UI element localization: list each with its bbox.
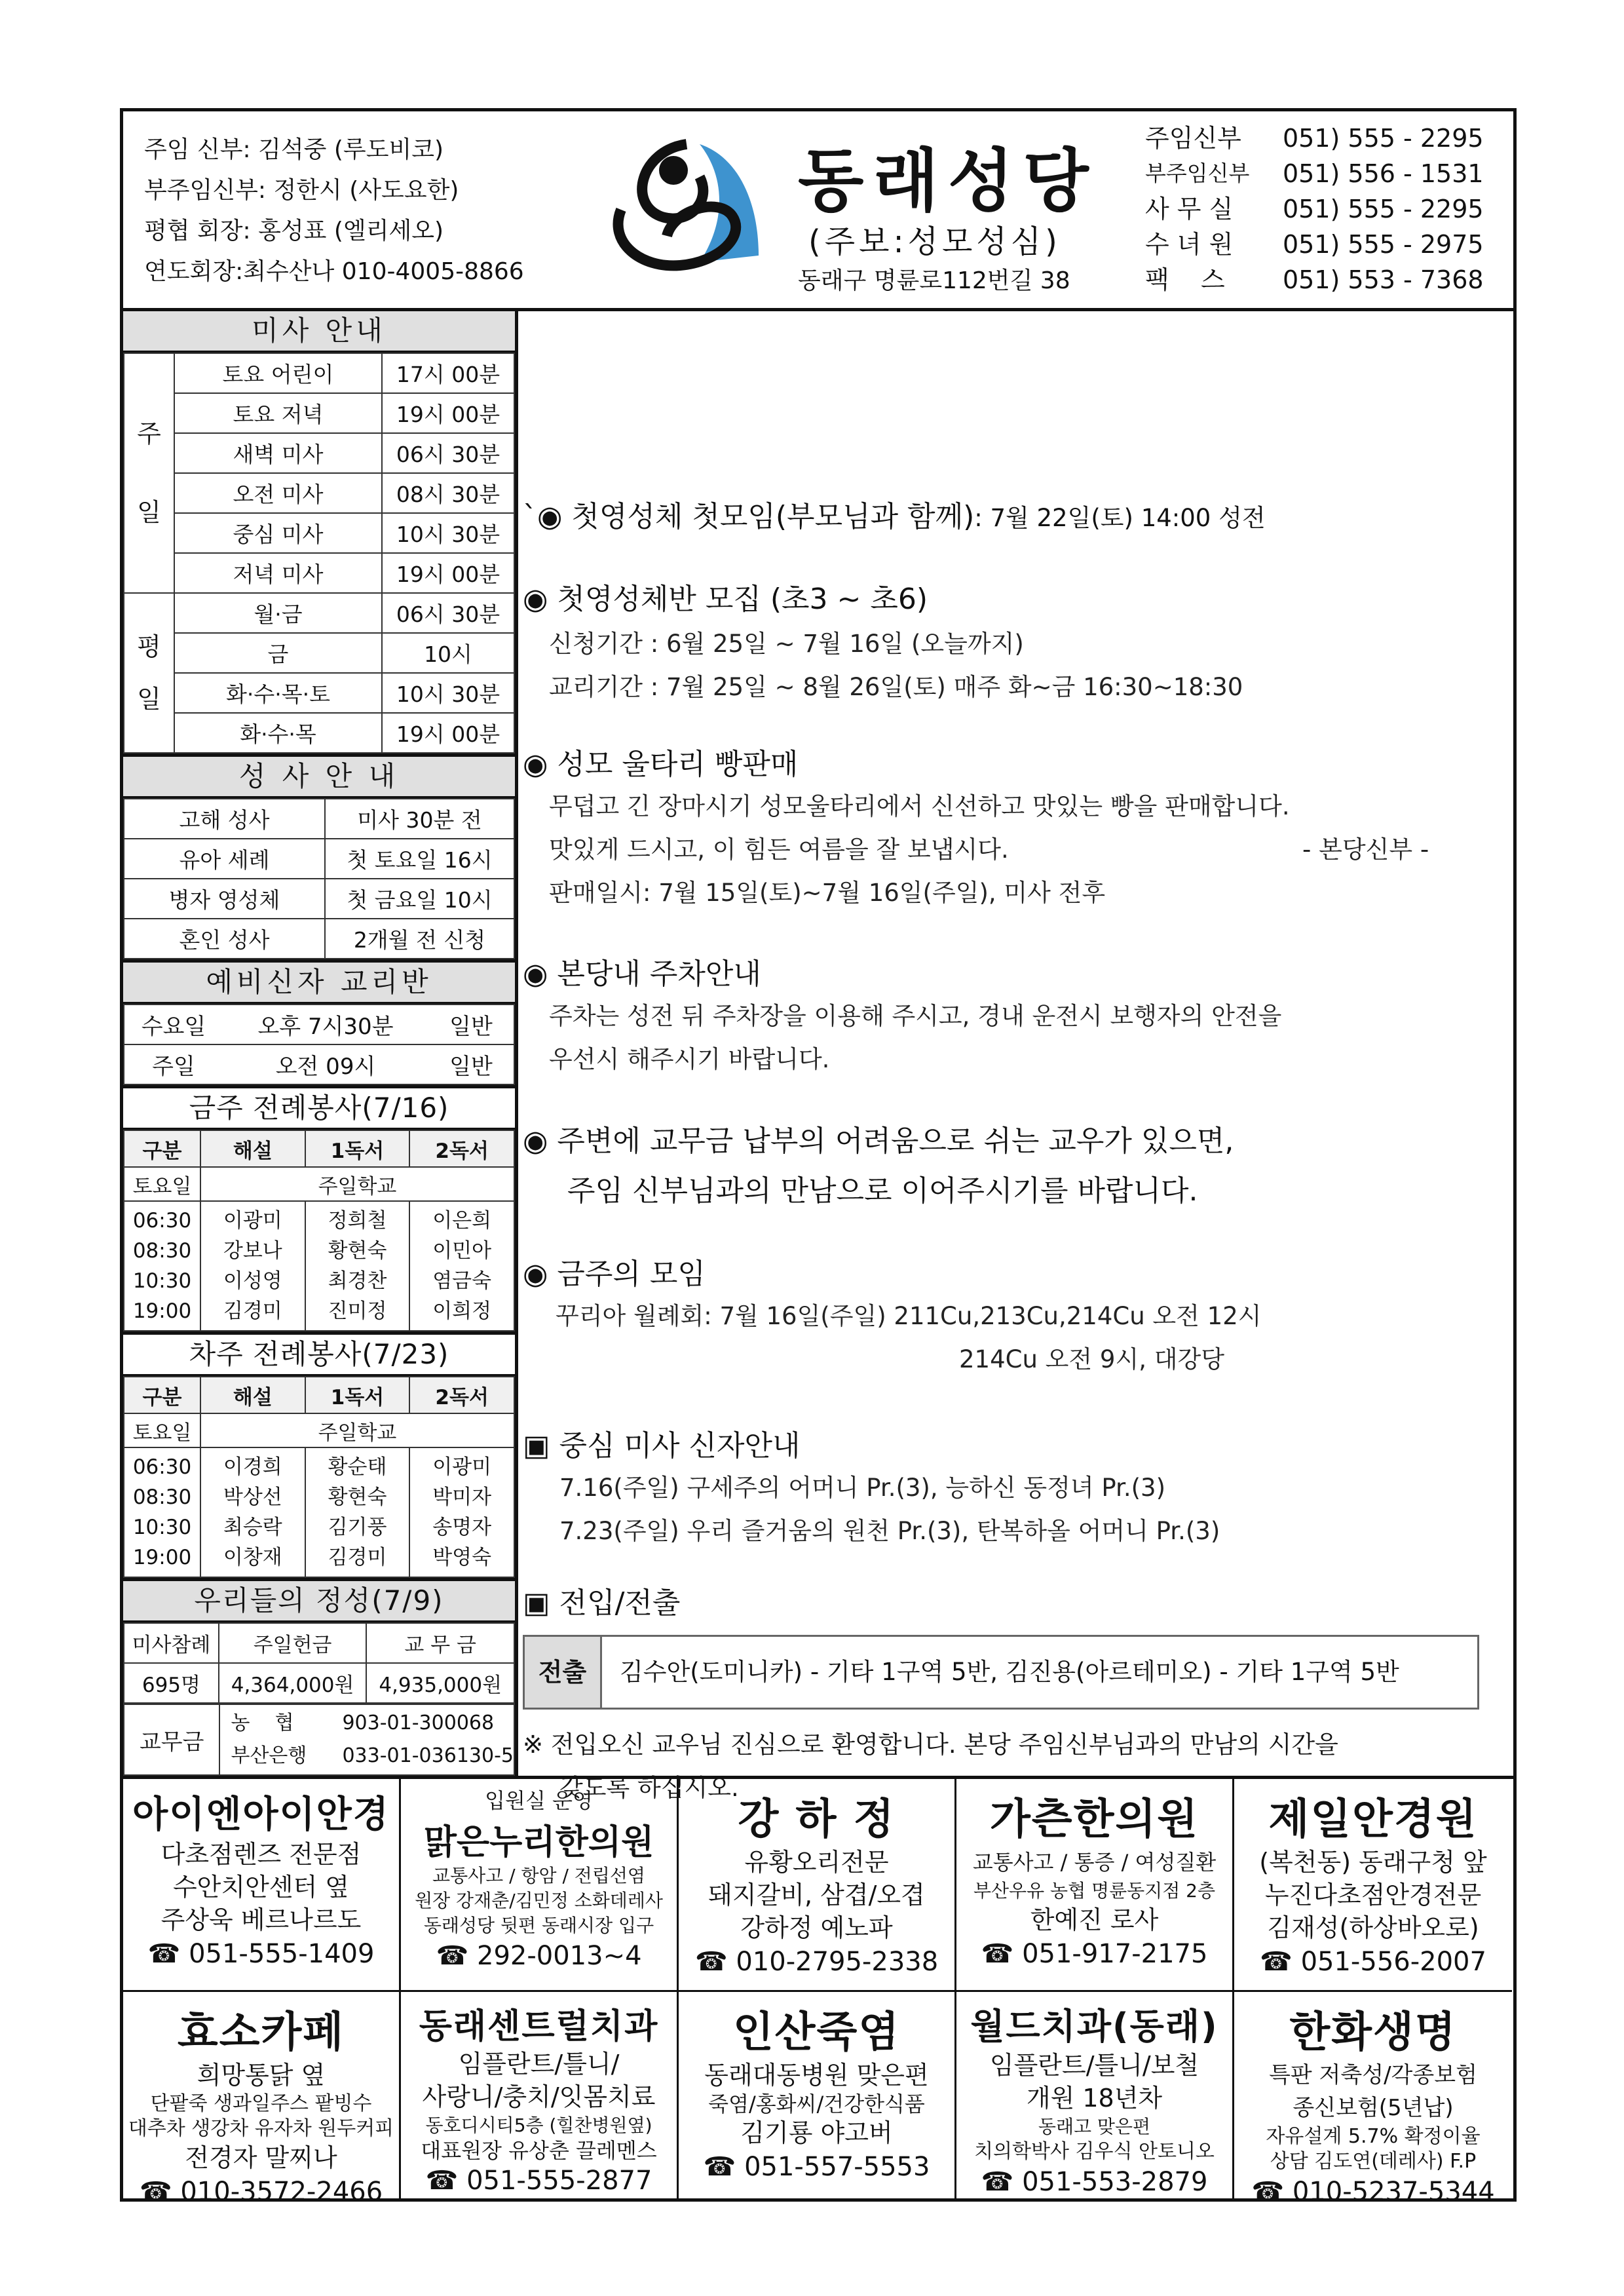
bank-name: 부산은행: [231, 1744, 307, 1767]
class-type: 일반: [428, 1004, 514, 1044]
notice-line-with-sign: [523, 828, 1429, 871]
ad-name: 동래센트럴치과: [419, 2007, 659, 2046]
mass-name: 화·수·목: [174, 713, 382, 753]
time-cell: [124, 1201, 200, 1331]
weekday-label: [124, 593, 174, 753]
ad-line: 희망통닭 옆: [197, 2061, 326, 2090]
bulletin-frame: [120, 108, 1517, 2202]
reading2-cell: [409, 1201, 514, 1331]
ad-line: (복천동) 동래구청 앞: [1259, 1848, 1487, 1877]
ad-ini-optical: [123, 1779, 401, 1990]
mass-name: 중심 미사: [174, 513, 382, 553]
person: 이광미: [223, 1209, 282, 1233]
person: 이성영: [223, 1269, 282, 1293]
ad-line: 종신보험(5년납): [1293, 2095, 1454, 2121]
mass-name: 오전 미사: [174, 473, 382, 513]
col-header: 2독서: [409, 1377, 514, 1413]
col-header: 미사참례: [124, 1623, 219, 1663]
notice-line: 맛있게 드시고, 이 힘든 여름을 잘 보냅시다.: [549, 835, 1009, 864]
person: 이희정: [432, 1299, 492, 1323]
ad-central-dental: [401, 1990, 679, 2201]
ad-phone: ☎ 010-5237-5344: [1251, 2177, 1495, 2201]
ad-small-line: 동호디시티5층 (힐찬병원옆): [425, 2114, 652, 2136]
ad-small-line: 치의학박사 김우식 안토니오: [974, 2140, 1215, 2163]
label-char: 평: [137, 632, 161, 661]
time: 06:30: [132, 1209, 192, 1233]
reading2-cell: [409, 1447, 514, 1577]
ad-line: 임플란트/틀니/: [458, 2050, 620, 2078]
class-time: 오전 09시: [223, 1044, 428, 1084]
contact-number: 051) 553 - 7368: [1283, 265, 1484, 294]
person: 이광미: [432, 1455, 492, 1479]
ad-name: 제일안경원: [1268, 1795, 1478, 1844]
ad-small-line: 자유설계 5.7% 확정이율: [1266, 2125, 1481, 2148]
reading1-cell: [305, 1201, 410, 1331]
sacrament-info: [123, 757, 515, 963]
notice-meetings: [523, 1250, 1262, 1381]
mass-name: 금: [174, 633, 382, 673]
person: 박영숙: [432, 1546, 492, 1569]
notice-title: ◉ 금주의 모임: [523, 1257, 706, 1291]
time: 19:00: [132, 1546, 192, 1569]
contact-label: 부주임신부: [1145, 161, 1250, 186]
time: 08:30: [132, 1239, 192, 1263]
person: 이민아: [432, 1239, 492, 1263]
sacrament-name: 고해 성사: [124, 799, 325, 839]
ads-section: [123, 1776, 1513, 2202]
label-char: 일: [137, 498, 161, 527]
sunday-label: [124, 353, 174, 593]
person: 황순태: [328, 1455, 387, 1479]
mass-time: 08시 30분: [382, 473, 514, 513]
catechumen-title: 예비신자 교리반: [123, 963, 515, 1004]
sacrament-time: 첫 토요일 16시: [325, 839, 514, 879]
saturday-cell: 토요일: [124, 1413, 200, 1447]
account-number: 903-01-300068: [342, 1712, 495, 1734]
person: 최경찬: [328, 1269, 387, 1293]
sacrament-time: 미사 30분 전: [325, 799, 514, 839]
catechumen-table: [123, 1004, 515, 1085]
notice-first-communion-meeting: [523, 493, 1266, 535]
tithe-value: 4,935,000원: [366, 1663, 514, 1703]
ad-phone: ☎ 051-556-2007: [1260, 1947, 1486, 1977]
commentary-cell: [200, 1201, 305, 1331]
class-day: 주일: [124, 1044, 223, 1084]
person: 정희철: [328, 1209, 387, 1233]
left-sidebar: [123, 311, 518, 1776]
saturday-group: 주일학교: [200, 1167, 514, 1201]
notice-title: ▣ 중심 미사 신자안내: [523, 1429, 801, 1463]
staff-prayer: 연도회장:최수산나 010-4005-8866: [144, 258, 524, 285]
this-week-table: [123, 1130, 515, 1331]
notice-title: ◉ 본당내 주차안내: [523, 957, 761, 991]
ad-small-line: 동래고 맞은편: [1038, 2116, 1151, 2137]
ad-line: 동래대동병원 맞은편: [704, 2061, 929, 2090]
moveout-label: 전출: [525, 1637, 602, 1708]
ad-line: 다초점렌즈 전문점: [161, 1840, 362, 1869]
sacrament-name: 유아 세례: [124, 839, 325, 879]
time: 06:30: [132, 1455, 192, 1479]
church-logo-icon: [601, 131, 765, 275]
contact-row: [1145, 191, 1505, 227]
staff-assistant: 부주임신부: 정한시 (사도요한): [144, 177, 459, 204]
ad-phone: ☎ 051-553-2879: [981, 2167, 1208, 2197]
bulletin-subtitle: (주보:성모성심): [808, 223, 1061, 260]
ad-name: 아이엔아이안경: [132, 1793, 390, 1836]
class-time: 오후 7시30분: [223, 1004, 428, 1044]
sacrament-time: 2개월 전 신청: [325, 919, 514, 959]
notices-section: [523, 321, 1505, 1802]
ad-line: 주상욱 베르나르도: [161, 1905, 362, 1934]
notice-parking: [523, 950, 1281, 1081]
contact-label: 팩 스: [1145, 265, 1225, 294]
ad-line: 특판 저축성/각종보험: [1269, 2062, 1477, 2088]
person: 이창재: [223, 1546, 282, 1569]
person: 이은희: [432, 1209, 492, 1233]
contact-number: 051) 555 - 2975: [1283, 230, 1484, 259]
class-type: 일반: [428, 1044, 514, 1084]
ad-gachon-clinic: [956, 1779, 1234, 1990]
notice-title: ◉ 주변에 교무금 납부의 어려움으로 쉬는 교우가 있으면,: [523, 1124, 1234, 1158]
collection-value: 4,364,000원: [219, 1663, 367, 1703]
ad-small-line: 동래성당 뒷편 동래시장 입구: [423, 1915, 654, 1936]
notice-line: 신청기간 : 6월 25일 ~ 7월 16일 (오늘까지): [549, 630, 1024, 658]
mass-name: 화·수·목·토: [174, 673, 382, 713]
ad-name: 효소카페: [177, 2008, 345, 2057]
commentary-cell: [200, 1447, 305, 1577]
ad-name: 인산죽염: [732, 2008, 901, 2057]
moveout-box: [523, 1635, 1479, 1710]
notice-center-mass: [523, 1422, 1220, 1553]
notice-title: `◉ 첫영성체 첫모임(부모님과 함께): [523, 500, 975, 533]
notice-line: 7.16(주일) 구세주의 어머니 Pr.(3), 능하신 동정녀 Pr.(3): [559, 1474, 1166, 1502]
ad-line: 임플란트/틀니/보철: [989, 2051, 1199, 2080]
sacrament-title: 성 사 안 내: [123, 757, 515, 798]
ad-phone: ☎ 051-557-5553: [703, 2152, 930, 2182]
notice-tithe-help: [523, 1117, 1234, 1209]
sacrament-time: 첫 금요일 10시: [325, 879, 514, 919]
staff-pastor: 주임 신부: 김석중 (루도비코): [144, 136, 444, 163]
ad-name: 맑은누리한의원: [423, 1823, 654, 1862]
bulletin-header: [123, 111, 1513, 311]
ad-phone: ☎ 051-555-2877: [425, 2166, 652, 2196]
account-number: 033-01-036130-5: [342, 1744, 514, 1767]
staff-council: 평협 회장: 홍성표 (엘리세오): [144, 218, 444, 244]
contact-list: [1145, 121, 1505, 297]
person: 강보나: [223, 1239, 282, 1263]
ad-phone: ☎ 051-917-2175: [981, 1939, 1208, 1969]
ad-phone: ☎ 010-3572-2466: [139, 2177, 383, 2201]
col-header: 주일헌금: [219, 1623, 367, 1663]
ad-line: 김기룡 야고버: [740, 2118, 893, 2147]
notice-line: 꾸리아 월례회: 7월 16일(주일) 211Cu,213Cu,214Cu 오전 12시: [556, 1302, 1262, 1330]
offering-summary: [123, 1581, 515, 1776]
mass-time: 10시: [382, 633, 514, 673]
notice-line: 214Cu 오전 9시, 대강당: [959, 1345, 1224, 1373]
ad-small-line: 단팥죽 생과일주스 팥빙수: [150, 2092, 372, 2115]
person: 진미정: [328, 1299, 387, 1323]
saturday-cell: 토요일: [124, 1167, 200, 1201]
mass-time: 06시 30분: [382, 433, 514, 473]
ad-line: 돼지갈비, 삼겹/오겹: [708, 1881, 925, 1909]
mass-schedule: [123, 311, 515, 757]
mass-time: 10시 30분: [382, 513, 514, 553]
ad-top-line: 입원실 운영: [485, 1788, 593, 1813]
ad-line: 한예진 로사: [1030, 1905, 1159, 1934]
ad-name: 강 하 정: [738, 1795, 896, 1844]
time-cell: [124, 1447, 200, 1577]
notice-title: ▣ 전입/전출: [523, 1586, 681, 1620]
person: 송명자: [432, 1516, 492, 1539]
mass-name: 토요 저녁: [174, 393, 382, 433]
ad-name: 월드치과(동래): [970, 2006, 1218, 2047]
person: 황현숙: [328, 1485, 387, 1509]
contact-row: [1145, 121, 1505, 156]
ad-world-dental: [956, 1990, 1234, 2201]
ad-malgeun-clinic: [401, 1779, 679, 1990]
moveout-text: 김수안(도미니카) - 기타 1구역 5반, 김진용(아르테미오) - 기타 1구역 5반: [620, 1658, 1399, 1686]
staff-list: [144, 130, 524, 292]
contact-label: 사 무 실: [1145, 195, 1234, 223]
notice-line: 무덥고 긴 장마시기 성모울타리에서 신선하고 맛있는 빵을 판매합니다.: [549, 792, 1290, 820]
col-header: 해설: [200, 1377, 305, 1413]
ad-small-line: 대추차 생강차 유자차 원두커피: [128, 2117, 394, 2140]
catechumen-class: [123, 963, 515, 1088]
ad-small-line: 죽염/홍화씨/건강한식품: [708, 2092, 925, 2116]
notice-title: ◉ 첫영성체반 모집 (초3 ~ 초6): [523, 583, 928, 616]
ad-phone: ☎ 051-555-1409: [147, 1939, 375, 1969]
sacrament-name: 혼인 성사: [124, 919, 325, 959]
col-header: 구분: [124, 1130, 200, 1167]
next-week-table: [123, 1376, 515, 1578]
saturday-group: 주일학교: [200, 1413, 514, 1447]
person: 김경미: [223, 1299, 282, 1323]
ad-name: 가츤한의원: [989, 1795, 1199, 1844]
ad-line: 개원 18년차: [1026, 2084, 1163, 2113]
ad-line: 김재성(하상바오로): [1267, 1913, 1479, 1942]
ad-small-line: 부산우유 농협 명륜동지점 2층: [973, 1880, 1216, 1902]
mass-time: 19시 00분: [382, 713, 514, 753]
mass-time: 10시 30분: [382, 673, 514, 713]
bank-table: [123, 1704, 515, 1776]
ad-small-line: 상담 김도연(데레사) F.P: [1270, 2150, 1477, 2173]
mass-time: 06시 30분: [382, 593, 514, 633]
notice-title: ◉ 성모 울타리 빵판매: [523, 748, 799, 781]
mass-time: 19시 00분: [382, 553, 514, 593]
ad-insan-bamboo-salt: [679, 1990, 956, 2201]
bank-row: [231, 1707, 514, 1740]
notice-line: 교리기간 : 7월 25일 ~ 8월 26일(토) 매주 화~금 16:30~18:30: [549, 673, 1243, 701]
contact-row: [1145, 156, 1505, 191]
ad-line: 강하정 예노파: [740, 1913, 893, 1942]
notice-first-communion-class: [523, 575, 1243, 709]
notice-line: 우선시 해주시기 바랍니다.: [549, 1045, 830, 1073]
sacrament-table: [123, 798, 515, 959]
reading1-cell: [305, 1447, 410, 1577]
ad-jeil-optical: [1234, 1779, 1512, 1990]
ad-phone: ☎ 292-0013~4: [436, 1941, 642, 1971]
church-logo-area: [601, 118, 1230, 301]
col-header: 구분: [124, 1377, 200, 1413]
notice-transfer: [523, 1579, 680, 1621]
person: 김기풍: [328, 1516, 387, 1539]
offering-table: [123, 1622, 515, 1704]
contact-row: [1145, 227, 1505, 262]
contact-label: 주임신부: [1145, 124, 1241, 153]
this-week-title: 금주 전례봉사(7/16): [123, 1088, 515, 1130]
ad-line: 누진다초점안경전문: [1264, 1881, 1482, 1909]
ad-phone: ☎ 010-2795-2338: [694, 1947, 939, 1977]
person: 김경미: [328, 1546, 387, 1569]
mass-name: 월·금: [174, 593, 382, 633]
person: 박상선: [223, 1485, 282, 1509]
mass-name: 저녁 미사: [174, 553, 382, 593]
ad-small-line: 교통사고 / 항암 / 전립선염: [432, 1865, 645, 1886]
attendance-value: 695명: [124, 1663, 219, 1703]
time: 10:30: [132, 1516, 192, 1539]
notice-signature: - 본당신부 -: [1302, 835, 1429, 864]
next-week-title: 차주 전례봉사(7/23): [123, 1335, 515, 1376]
contact-label: 수 녀 원: [1145, 230, 1234, 259]
mass-name: 토요 어린이: [174, 353, 382, 393]
mass-time: 17시 00분: [382, 353, 514, 393]
this-week-liturgy: [123, 1088, 515, 1335]
mass-name: 새벽 미사: [174, 433, 382, 473]
time: 08:30: [132, 1485, 192, 1509]
person: 황현숙: [328, 1239, 387, 1263]
ad-line: 전경자 말찌나: [185, 2143, 337, 2172]
contact-number: 051) 555 - 2295: [1283, 195, 1484, 223]
ad-line: 교통사고 / 통증 / 여성질환: [972, 1850, 1217, 1875]
notice-line: ※ 전입오신 교우님 진심으로 환영합니다. 본당 주임신부님과의 만남의 시간을: [523, 1731, 1338, 1759]
ad-hanwha-life: [1234, 1990, 1512, 2201]
ad-line: 유황오리전문: [744, 1848, 889, 1877]
class-day: 수요일: [124, 1004, 223, 1044]
time: 19:00: [132, 1299, 192, 1323]
ad-line: 사랑니/충치/잇몸치료: [422, 2082, 656, 2111]
offering-title: 우리들의 정성(7/9): [123, 1581, 515, 1622]
time: 10:30: [132, 1269, 192, 1293]
col-header: 해설: [200, 1130, 305, 1167]
notice-bread-sale: [523, 740, 1429, 915]
ad-small-line: 원장 강재춘/김민정 소화데레사: [415, 1890, 663, 1911]
col-header: 2독서: [409, 1130, 514, 1167]
label-char: 주: [137, 419, 161, 448]
mass-table: [123, 353, 515, 754]
mass-time: 19시 00분: [382, 393, 514, 433]
mass-title: 미사 안내: [123, 311, 515, 353]
label-char: 일: [137, 685, 161, 714]
ad-small-line: 대표원장 유상춘 끌레멘스: [421, 2138, 657, 2163]
notice-line: 7.23(주일) 우리 즐거움의 원천 Pr.(3), 탄복하올 어머니 Pr.(3): [559, 1517, 1220, 1545]
ad-line: 수안치안센터 옆: [172, 1873, 350, 1902]
notice-line: 갖도록 하십시오.: [559, 1774, 739, 1802]
person: 최승락: [223, 1516, 282, 1539]
col-header: 1독서: [305, 1377, 410, 1413]
person: 염금숙: [432, 1269, 492, 1293]
church-address: 동래구 명륜로112번길 38: [798, 267, 1070, 294]
tithe-label: 교무금: [124, 1704, 219, 1775]
notice-detail: : 7월 22일(토) 14:00 성전: [974, 504, 1266, 532]
bank-row: [231, 1740, 514, 1772]
contact-number: 051) 555 - 2295: [1283, 124, 1484, 153]
col-header: 1독서: [305, 1130, 410, 1167]
church-name: 동래성당: [798, 141, 1098, 221]
person: 이경희: [223, 1455, 282, 1479]
bank-name: 농 협: [231, 1712, 294, 1734]
ad-ganghajeong: [679, 1779, 956, 1990]
notice-line: 주임 신부님과의 만남으로 이어주시기를 바랍니다.: [567, 1174, 1198, 1208]
notice-line: 주차는 성전 뒤 주차장을 이용해 주시고, 경내 운전시 보행자의 안전을: [549, 1002, 1282, 1030]
notice-line: 판매일시: 7월 15일(토)~7월 16일(주일), 미사 전후: [549, 879, 1106, 907]
bank-accounts: [219, 1704, 514, 1775]
sacrament-name: 병자 영성체: [124, 879, 325, 919]
contact-number: 051) 556 - 1531: [1283, 159, 1484, 188]
next-week-liturgy: [123, 1335, 515, 1581]
ad-hyoso-cafe: [123, 1990, 401, 2201]
ad-name: 한화생명: [1289, 2008, 1457, 2057]
person: 박미자: [432, 1485, 492, 1509]
contact-row: [1145, 262, 1505, 297]
col-header: 교 무 금: [366, 1623, 514, 1663]
